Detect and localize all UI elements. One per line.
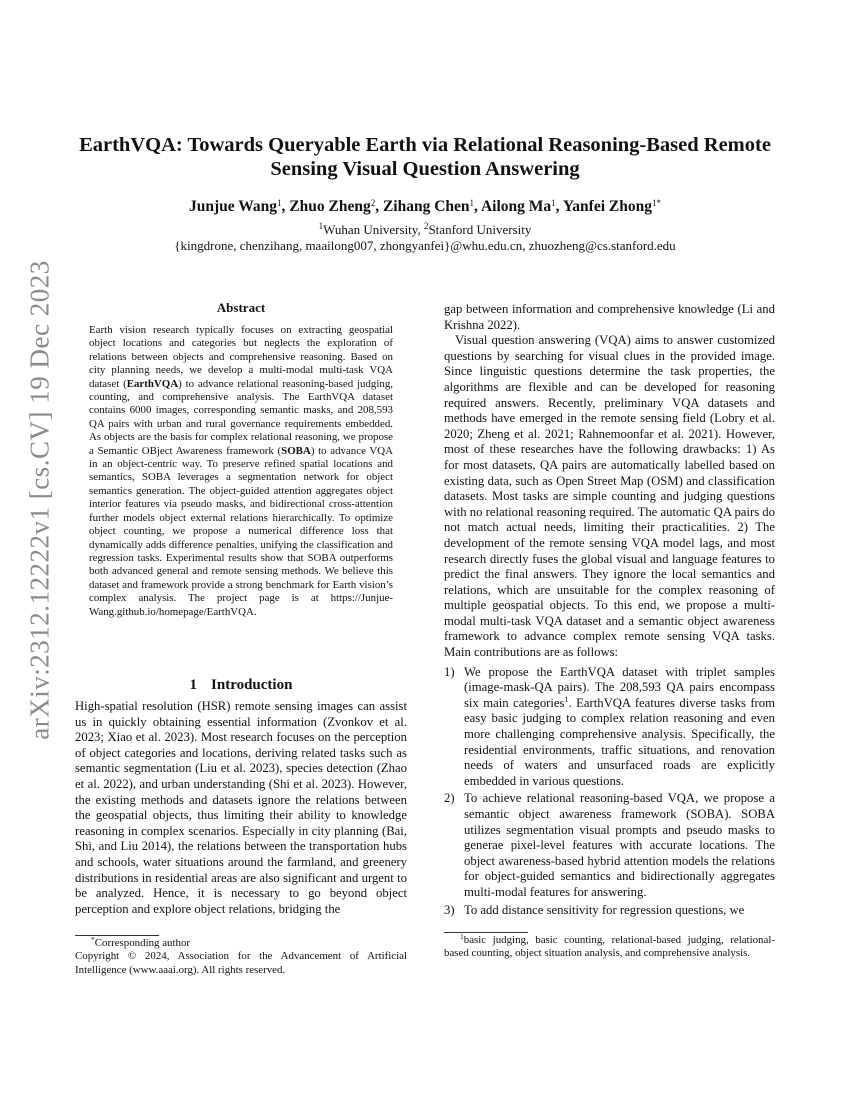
paragraph-continued: gap between information and comprehensive knowledge (Li and Krishna 2022). <box>444 302 775 332</box>
list-marker: 3) <box>444 902 455 917</box>
affiliation-mark: 2 <box>423 221 429 231</box>
list-item-text: We propose the EarthVQA dataset with triplet samples (image-mask-QA pairs). The 208,593 QA pairs encompass six main categories <box>464 664 775 710</box>
affiliation-wuhan: Wuhan University, <box>323 222 424 237</box>
abstract-heading: Abstract <box>216 300 266 315</box>
author-affiliation-mark: 1* <box>651 198 661 208</box>
author-list: Junjue Wang$^1$, Zhuo Zheng$^2$, Zihang Chen$^1$, Ailong Ma$^1$, Yanfei Zhong$^{1*}$ <box>189 198 661 215</box>
abstract-part: ) to advance VQA in an object-centric way. To preserve refined spatial locations and semantics, SOBA leverages a segmentation network for object semantics generation. The object-guided attention aggregates object interior features via pseudo masks, and bidirectional cross-attention further models object external relations hierarchically. To optimize object counting, we propose a numerical difference loss that dynamically adds difference penalties, unifying the classification and regression tasks. Experimental results show that SOBA outperforms both advanced general and remote sensing methods. We believe this dataset and framework provide a strong benchmark for Earth vision’s complex analysis. The project page is at https://Junjue-Wang.github.io/homepage/EarthVQA. <box>89 444 393 618</box>
abstract-text <box>89 324 393 619</box>
intro-paragraph: High-spatial resolution (HSR) remote sensing images can assist us in quickly obtaining essential information (Zvonkov et al. 2023; Xiao et al. 2023). Most research focuses on the perception of object categories and locations, deriving related tasks such as semantic segmentation (Liu et al. 2023), species detection (Zhao et al. 2022), and urban understanding (Shi et al. 2023). However, the existing methods and datasets ignore the relations between the geospatial objects, thus limiting their ability to knowledge reasoning in complex scenarios. Especially in city planning (Bai, Shi, and Liu 2014), the relations between the transportation hubs and schools, water situations around the farmland, and greenery distributions in residential areas are also significant and urgent to be analyzed. Hence, it is necessary to go beyond object perception and explore object relations, bridging the <box>75 699 407 916</box>
list-item-text: . EarthVQA features diverse tasks from easy basic judging to complex relation reasoning and even more challenging comprehensive analysis. Specifically, the residential environments, traffic situations, and renovation needs of waters and unsurfaced roads are explicitly embedded in various questions. <box>464 695 775 788</box>
intro-left-column <box>75 699 407 917</box>
section-number: 1 <box>189 677 198 693</box>
vqa-paragraph: Visual question answering (VQA) aims to answer customized questions by searching for visual clues in the provided image. Since linguistic questions determine the task properties, the algorithms are flexible and can be developed for reasoning required answers. Recently, preliminary VQA datasets and methods have emerged in the remote sensing field (Lobry et al. 2020; Zheng et al. 2021; Rahnemoonfar et al. 2021). However, most of these researches have the following drawbacks: 1) As for most datasets, QA pairs are automatically labelled based on existing data, such as Open Street Map (OSM) and classification datasets. Most tasks are simple counting and judging questions with no relational reasoning required. The automatic QA pairs do not match actual needs, limiting their practicalities. 2) The development of the remote sensing VQA model lags, and most research directly fuses the global visual and language features to predict the final answers. They ignore the local semantics and relations, which are unsuitable for the complex reasoning of multiple geospatial objects. To this end, we propose a multi-modal multi-task VQA dataset and a semantic object awareness framework to advance complex remote sensing VQA tasks. Main contributions are as follows: <box>444 333 775 660</box>
list-item-text: To add distance sensitivity for regression questions, we <box>464 902 745 917</box>
list-marker: 2) <box>444 791 455 806</box>
abstract-bold-dataset: EarthVQA <box>126 377 179 390</box>
list-item <box>444 665 775 790</box>
author-emails: {kingdrone, chenzihang, maailong007, zhongyanfei}@whu.edu.cn, zhuozheng@cs.stanford.edu <box>174 238 676 253</box>
abstract-part: ) to advance relational reasoning-based judging, counting, and comprehensive analysis. The EarthVQA dataset contains 6000 images, corresponding semantic masks, and 208,593 QA pairs with urban and rural governance requirements embedded. As objects are the basis for complex relational reasoning, we propose a Semantic OBject Awareness framework ( <box>89 377 393 457</box>
footnote-corresponding <box>75 937 407 950</box>
list-item <box>444 903 775 919</box>
section-heading-introduction <box>75 677 407 694</box>
author-name: Zihang Chen <box>382 198 470 215</box>
footnote-corresponding-text: Corresponding author <box>94 937 191 949</box>
footnote-mark: * <box>91 935 95 944</box>
affiliation-mark: 1 <box>318 221 324 231</box>
author-affiliation-mark: 2 <box>370 198 376 208</box>
title-line-1: EarthVQA: Towards Queryable Earth via Relational Reasoning-Based Remote <box>79 134 771 156</box>
abstract-bold-framework: SOBA <box>281 444 311 457</box>
abstract-part: Earth vision research typically focuses on extracting geospatial object locations and categories but neglects the exploration of relations between objects and comprehensive reasoning. Based on city planning needs, we develop a multi-modal multi-task VQA dataset ( <box>89 324 393 390</box>
contributions-list <box>444 665 775 919</box>
footnote-rule-left <box>75 935 159 936</box>
author-affiliation-mark: 1 <box>551 198 556 208</box>
right-column <box>444 302 775 918</box>
section-title: Introduction <box>211 677 293 693</box>
author-affiliation-mark: 1 <box>277 198 282 208</box>
author-name: Zhuo Zheng <box>289 198 371 215</box>
author-name: Junjue Wang <box>189 198 278 215</box>
paper-title <box>60 133 790 181</box>
arxiv-identifier-stamp <box>20 260 60 740</box>
author-name: Yanfei Zhong <box>562 198 652 215</box>
arxiv-id-text: arXiv:2312.12222v1 [cs.CV] 19 Dec 2023 <box>24 260 55 740</box>
copyright-notice: Copyright © 2024, Association for the Advancement of Artificial Intelligence (www.aaai.org). All rights reserved. <box>75 950 407 976</box>
footnote-mark: 1 <box>460 932 464 941</box>
author-name: Ailong Ma <box>480 198 552 215</box>
list-marker: 1) <box>444 664 455 679</box>
list-item <box>444 791 775 900</box>
list-item-text: To achieve relational reasoning-based VQA, we propose a semantic object awareness framework (SOBA). SOBA utilizes segmentation visual prompts and pseudo masks to generae pixel-level features with accurate locations. The object awareness-based hybrid attention models the relations for object-guided semantics and bidirectionally aggregates multi-modal features for answering. <box>464 791 775 899</box>
footnote-right <box>444 934 775 961</box>
author-affiliation-mark: 1 <box>469 198 475 208</box>
footnote-left <box>75 937 407 977</box>
affiliation-stanford: Stanford University <box>428 222 532 237</box>
footnote-rule-right <box>444 932 528 933</box>
affiliations <box>60 221 790 238</box>
footnote-text: basic judging, basic counting, relational-based judging, relational-based counting, object situation analysis, and comprehensive analysis. <box>444 934 775 960</box>
title-line-2: Sensing Visual Question Answering <box>270 158 580 180</box>
footnote-ref: 1 <box>564 694 569 704</box>
